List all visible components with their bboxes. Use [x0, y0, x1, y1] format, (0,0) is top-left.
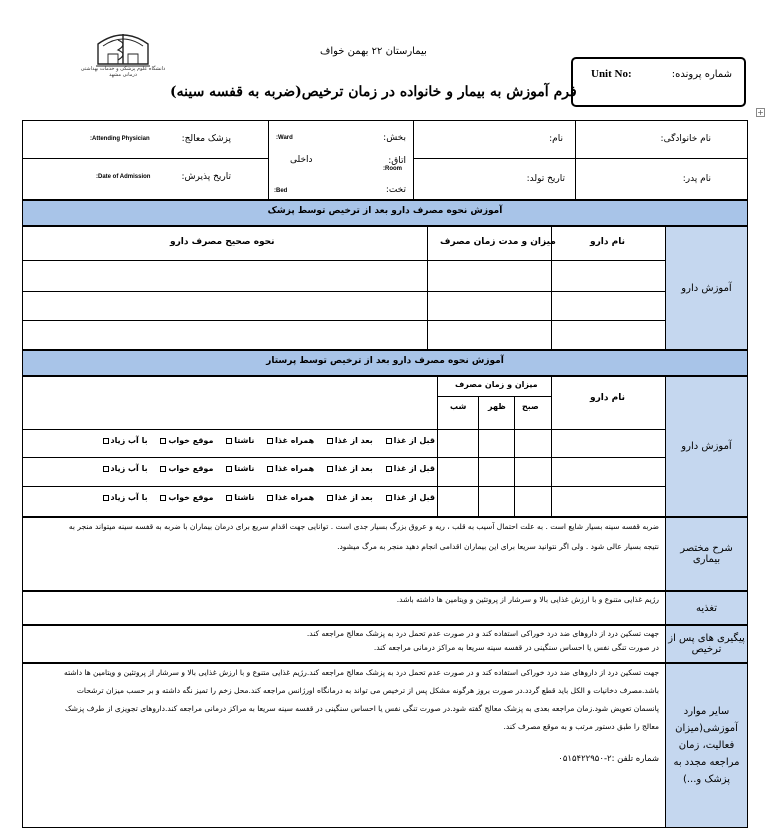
- birth-date-label: تاریخ تولد:: [526, 174, 565, 184]
- col-amount-duration: میزان و مدت زمان مصرف: [440, 237, 556, 247]
- col-correct-usage: نحوه صحیح مصرف دارو: [170, 237, 275, 247]
- usage-options-row-2: [93, 464, 436, 473]
- checkbox-icon: [226, 438, 232, 444]
- checkbox-icon: [267, 495, 273, 501]
- checkbox-icon: [160, 438, 166, 444]
- checkbox-icon: [103, 495, 109, 501]
- disease-text-line-1: ضربه قفسه سینه بسیار شایع است . به علت احتمال آسیب به قلب ، ریه و عروق بزرگ بسیار جدی است . توانایی جهت اقدام سریع برای درمان بیماران با ضربه به قفسه سینه میتواند منجر به: [68, 522, 659, 531]
- nurse-col-amount: میزان و زمان مصرف: [455, 380, 538, 389]
- logo-text: دانشگاه علوم پزشکی و خدمات بهداشتی درمانی مشهد: [80, 66, 166, 78]
- followup-text-line-2: در صورت تنگی نفس یا احساس سنگینی در قفسه سینه سریعا به مراکز درمانی مراجعه کند.: [373, 643, 659, 652]
- col-noon: ظهر: [488, 402, 506, 411]
- room-en-label: Room:: [383, 166, 402, 172]
- usage-options-row-3: [93, 493, 436, 502]
- checkbox-icon: [226, 466, 232, 472]
- physician-en-label: Attending Physician:: [90, 136, 150, 142]
- checkbox-icon: [160, 495, 166, 501]
- other-text-line-4: معالج را طبق دستور مرتب و به موقع مصرف کند.: [503, 722, 659, 731]
- family-name-label: نام خانوادگی:: [660, 134, 711, 144]
- other-side-label: سایر موارد آموزشی(میزان فعالیت، زمان مراجعه مجدد به پزشک و...): [665, 663, 748, 828]
- file-number-label: شماره پرونده:: [671, 69, 732, 80]
- doctor-section-title: آموزش نحوه مصرف دارو بعد از ترخیص توسط پزشک: [22, 200, 748, 226]
- disease-text-line-2: نتیجه بسیار عالی شود . ولی اگر نتوانید سریعا برای این بیماران اقدامی انجام دهید منجر به مرگ میشود.: [337, 542, 659, 551]
- checkbox-icon: [103, 466, 109, 472]
- checkbox-icon: [386, 495, 392, 501]
- ward-label: بخش:: [383, 133, 406, 143]
- checkbox-icon: [386, 466, 392, 472]
- checkbox-icon: [386, 438, 392, 444]
- nurse-col-drug-name: نام دارو: [590, 393, 625, 403]
- doctor-drug-side-label: آموزش دارو: [665, 226, 748, 350]
- col-night: شب: [450, 402, 467, 411]
- unit-number-label: Unit No:: [591, 68, 632, 80]
- ward-en-label: Ward:: [276, 135, 293, 141]
- col-drug-name: نام دارو: [590, 237, 625, 247]
- followup-text-line-1: جهت تسکین درد از داروهای ضد درد خوراکی استفاده کند و در صورت عدم تحمل درد به پزشک معالج مراجعه کند.: [306, 629, 659, 638]
- physician-label: پزشک معالج:: [181, 134, 231, 144]
- nutrition-side-label: تغذیه: [665, 591, 748, 625]
- unit-number-box: [571, 57, 746, 107]
- option-before-meal[interactable]: قبل از غذا: [384, 436, 435, 445]
- col-morning: صبح: [522, 402, 539, 411]
- option-with-water[interactable]: با آب زیاد: [101, 493, 148, 502]
- option-with-meal[interactable]: همراه غذا: [265, 464, 314, 473]
- option-bedtime[interactable]: موقع خواب: [158, 436, 213, 445]
- ward-value: داخلی: [290, 155, 313, 165]
- option-fasting[interactable]: ناشتا: [224, 436, 254, 445]
- nutrition-text: رژیم غذایی متنوع و با ارزش غذایی بالا و سرشار از پروتئین و ویتامین ها داشته باشد.: [396, 595, 659, 604]
- followup-side-label: پیگیری های پس از ترخیص: [665, 625, 748, 663]
- option-bedtime[interactable]: موقع خواب: [158, 464, 213, 473]
- form-title: فرم آموزش به بیمار و خانواده در زمان ترخیص(ضربه به قفسه سینه): [170, 84, 577, 100]
- checkbox-icon: [327, 466, 333, 472]
- checkbox-icon: [160, 466, 166, 472]
- other-text-line-3: پانسمان تعویض شود.زمان مراجعه بعدی به پزشک معالج گفته شود.در صورت تنگی نفس یا احساس سنگینی در قفسه سینه سریعا به مراکز درمانی مراجعه کند.داروهای تجویزی از طرف پزشک: [64, 704, 659, 713]
- option-after-meal[interactable]: بعد از غذا: [325, 493, 373, 502]
- other-text-line-2: باشد.مصرف دخانیات و الکل باید قطع گردد.در صورت بروز هرگونه مشکل پس از ترخیص می تواند به درمانگاه اورژانس مراجعه کند.محل زخم را تمیز نگه داشته و بر حسب میزان ترشحات: [76, 686, 659, 695]
- move-handle-icon[interactable]: +: [757, 108, 764, 117]
- checkbox-icon: [226, 495, 232, 501]
- option-after-meal[interactable]: بعد از غذا: [325, 464, 373, 473]
- usage-options-row-1: [93, 436, 436, 445]
- admission-label: تاریخ پذیرش:: [181, 172, 231, 182]
- nurse-section-title: آموزش نحوه مصرف دارو بعد از ترخیص توسط پرستار: [22, 350, 748, 376]
- option-with-meal[interactable]: همراه غذا: [265, 436, 314, 445]
- hospital-name: بیمارستان ۲۲ بهمن خواف: [320, 46, 427, 57]
- option-before-meal[interactable]: قبل از غذا: [384, 493, 435, 502]
- nurse-drug-side-label: آموزش دارو: [665, 376, 748, 517]
- checkbox-icon: [103, 438, 109, 444]
- disease-side-label: شرح مختصر بیماری: [665, 517, 748, 591]
- admission-en-label: Date of Admission:: [96, 174, 151, 180]
- bed-en-label: Bed:: [274, 188, 288, 194]
- option-fasting[interactable]: ناشتا: [224, 464, 254, 473]
- checkbox-icon: [327, 495, 333, 501]
- checkbox-icon: [327, 438, 333, 444]
- checkbox-icon: [267, 466, 273, 472]
- doctor-drug-table: [22, 226, 666, 350]
- father-name-label: نام پدر:: [682, 174, 711, 184]
- phone-number: شماره تلفن :۲-۰۵۱۵۴۲۲۹۵۰: [558, 754, 659, 764]
- option-after-meal[interactable]: بعد از غذا: [325, 436, 373, 445]
- checkbox-icon: [267, 438, 273, 444]
- other-text-line-1: جهت تسکین درد از داروهای ضد درد خوراکی استفاده کند و در صورت عدم تحمل درد به پزشک معالج مراجعه کند.رژیم غذایی متنوع و با ارزش غذایی بالا و سرشار از پروتئین و ویتامین ها داشته: [64, 668, 659, 677]
- name-label: نام:: [549, 134, 563, 144]
- option-fasting[interactable]: ناشتا: [224, 493, 254, 502]
- room-label: اتاق:: [388, 156, 406, 166]
- option-bedtime[interactable]: موقع خواب: [158, 493, 213, 502]
- option-with-water[interactable]: با آب زیاد: [101, 464, 148, 473]
- option-before-meal[interactable]: قبل از غذا: [384, 464, 435, 473]
- bed-label: تخت:: [385, 185, 406, 195]
- option-with-water[interactable]: با آب زیاد: [101, 436, 148, 445]
- option-with-meal[interactable]: همراه غذا: [265, 493, 314, 502]
